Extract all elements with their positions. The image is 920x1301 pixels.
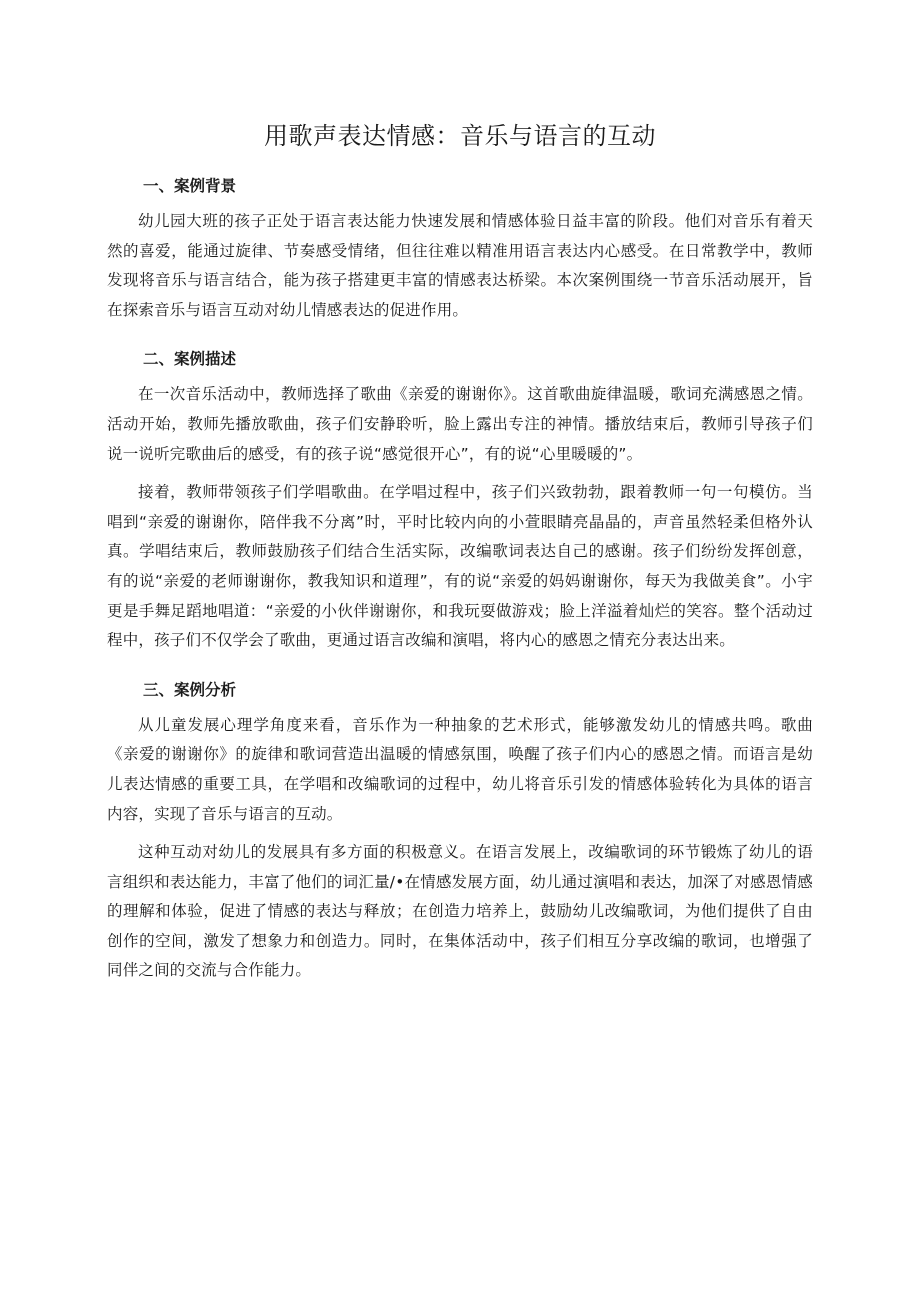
section-background bbox=[107, 174, 813, 325]
section-analysis bbox=[107, 678, 813, 986]
paragraph: 从儿童发展心理学角度来看，音乐作为一种抽象的艺术形式，能够激发幼儿的情感共鸣。歌曲《亲爱的谢谢你》的旋律和歌词营造出温暖的情感氛围，唤醒了孩子们内心的感恩之情。而语言是幼儿表达情感的重要工具，在学唱和改编歌词的过程中，幼儿将音乐引发的情感体验转化为具体的语言内容，实现了音乐与语言的互动。 bbox=[107, 715, 813, 823]
document-page bbox=[107, 0, 813, 995]
paragraph: 这种互动对幼儿的发展具有多方面的积极意义。在语言发展上，改编歌词的环节锻炼了幼儿的语言组织和表达能力，丰富了他们的词汇量/•在情感发展方面，幼儿通过演唱和表达，加深了对感恩情感的理解和体验，促进了情感的表达与释放；在创造力培养上，鼓励幼儿改编歌词，为他们提供了自由创作的空间，激发了想象力和创造力。同时，在集体活动中，孩子们相互分享改编的歌词，也增强了同伴之间的交流与合作能力。 bbox=[107, 843, 813, 980]
paragraph: 幼儿园大班的孩子正处于语言表达能力快速发展和情感体验日益丰富的阶段。他们对音乐有着天然的喜爱，能通过旋律、节奏感受情绪，但往往难以精准用语言表达内心感受。在日常教学中，教师发现将音乐与语言结合，能为孩子搭建更丰富的情感表达桥梁。本次案例围绕一节音乐活动展开，旨在探索音乐与语言互动对幼儿情感表达的促进作用。 bbox=[107, 212, 813, 319]
section-heading: 一、案例背景 bbox=[143, 177, 237, 195]
section-heading: 三、案例分析 bbox=[143, 680, 237, 699]
document-title: 用歌声表达情感：音乐与语言的互动 bbox=[264, 122, 656, 150]
section-description bbox=[107, 347, 813, 655]
paragraph: 接着，教师带领孩子们学唱歌曲。在学唱过程中，孩子们兴致勃勃，跟着教师一句一句模仿。当唱到“亲爱的谢谢你，陪伴我不分离”时，平时比较内向的小萱眼睛亮晶晶的，声音虽然轻柔但格外认真。学唱结束后，教师鼓励孩子们结合生活实际，改编歌词表达自己的感谢。孩子们纷纷发挥创意，有的说“亲爱的老师谢谢你，教我知识和道理”，有的说“亲爱的妈妈谢谢你，每天为我做美食”。小宇更是手舞足蹈地唱道：“亲爱的小伙伴谢谢你，和我玩耍做游戏；脸上洋溢着灿烂的笑容。整个活动过程中，孩子们不仅学会了歌曲，更通过语言改编和演唱，将内心的感恩之情充分表达出来。 bbox=[107, 483, 813, 650]
section-heading: 二、案例描述 bbox=[143, 350, 237, 369]
paragraph: 在一次音乐活动中，教师选择了歌曲《亲爱的谢谢你》。这首歌曲旋律温暖，歌词充满感恩之情。活动开始，教师先播放歌曲，孩子们安静聆听，脸上露出专注的神情。播放结束后，教师引导孩子们说一说听完歌曲后的感受，有的孩子说“感觉很开心”，有的说“心里暖暖的”。 bbox=[107, 385, 813, 463]
